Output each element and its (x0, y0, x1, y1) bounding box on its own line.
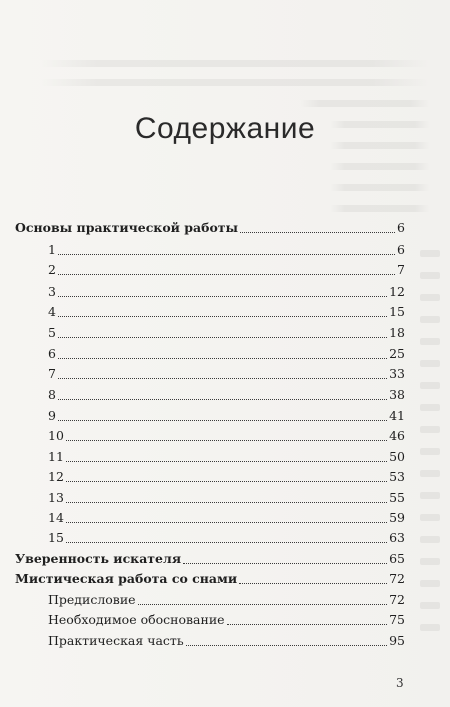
toc-entry-page: 15 (389, 304, 405, 319)
dot-leader (186, 645, 387, 646)
toc-entry-page: 75 (389, 612, 405, 627)
toc-entry-label: 15 (48, 530, 64, 545)
dot-leader (58, 337, 387, 338)
toc-entry[interactable] (48, 346, 405, 362)
toc-entry[interactable] (48, 530, 405, 546)
dot-leader (239, 583, 387, 584)
toc-entry-page: 41 (389, 408, 405, 423)
toc-entry[interactable] (48, 510, 405, 526)
toc-entry[interactable] (48, 469, 405, 485)
toc-entry[interactable] (48, 387, 405, 403)
toc-entry-page: 18 (389, 325, 405, 340)
dot-leader (66, 461, 387, 462)
toc-entry-label: 10 (48, 428, 64, 443)
toc-entry-page: 95 (389, 633, 405, 648)
toc-entry-label: 2 (48, 262, 56, 277)
toc-entry-page: 72 (389, 592, 405, 607)
dot-leader (66, 440, 387, 441)
page-title: Содержание (134, 112, 316, 145)
toc-entry-page: 63 (389, 530, 405, 545)
toc-entry-page: 38 (389, 387, 405, 402)
toc-entry[interactable] (15, 551, 405, 567)
dot-leader (66, 502, 387, 503)
toc-entry-page: 53 (389, 469, 405, 484)
toc-entry-page: 33 (389, 366, 405, 381)
toc-entry-label: Основы практической работы (15, 220, 239, 235)
toc-entry[interactable] (48, 284, 405, 300)
toc-entry[interactable] (48, 408, 405, 424)
dot-leader (240, 232, 395, 233)
toc-entry[interactable] (15, 220, 405, 236)
dot-leader (66, 542, 387, 543)
toc-entry[interactable] (48, 612, 405, 628)
toc-entry-label: 9 (48, 408, 56, 423)
toc-entry-page: 65 (389, 551, 405, 566)
toc-entry-label: 14 (48, 510, 64, 525)
toc-entry-page: 50 (389, 449, 405, 464)
toc-entry-label: 5 (48, 325, 56, 340)
toc-entry[interactable] (48, 366, 405, 382)
toc-entry-label: 11 (48, 449, 64, 464)
toc-entry[interactable] (48, 262, 405, 278)
toc-entry-label: 7 (48, 366, 56, 381)
toc-entry-label: 1 (48, 242, 56, 257)
dot-leader (138, 604, 388, 605)
dot-leader (58, 399, 387, 400)
toc-entry-label: Уверенность искателя (15, 551, 182, 566)
toc-entry-label: 12 (48, 469, 64, 484)
toc-entry-page: 25 (389, 346, 405, 361)
toc-entry[interactable] (48, 242, 405, 258)
toc-entry-label: 4 (48, 304, 56, 319)
dot-leader (227, 624, 388, 625)
toc-entry-page: 72 (389, 571, 405, 586)
toc-entry[interactable] (48, 490, 405, 506)
toc-entry-label: 8 (48, 387, 56, 402)
toc-entry[interactable] (48, 633, 405, 649)
dot-leader (58, 274, 395, 275)
dot-leader (58, 420, 387, 421)
toc-entry-label: Необходимое обоснование (48, 612, 225, 627)
toc-entry[interactable] (48, 325, 405, 341)
dot-leader (58, 316, 387, 317)
dot-leader (66, 522, 387, 523)
toc-entry-page: 59 (389, 510, 405, 525)
toc-entry-page: 6 (397, 220, 405, 235)
toc-entry[interactable] (48, 304, 405, 320)
dot-leader (183, 563, 387, 564)
toc-entry-page: 12 (389, 284, 405, 299)
toc-entry-label: 6 (48, 346, 56, 361)
toc-entry[interactable] (48, 428, 405, 444)
toc-entry-page: 55 (389, 490, 405, 505)
toc-entry[interactable] (15, 571, 405, 587)
page-number: 3 (396, 676, 404, 690)
dot-leader (66, 481, 387, 482)
toc-entry[interactable] (48, 449, 405, 465)
toc-entry-page: 7 (397, 262, 405, 277)
toc-entry[interactable] (48, 592, 405, 608)
toc-entry-label: Мистическая работа со снами (15, 571, 238, 586)
toc-entry-label: 3 (48, 284, 56, 299)
dot-leader (58, 358, 387, 359)
dot-leader (58, 296, 387, 297)
toc-entry-label: Предисловие (48, 592, 136, 607)
dot-leader (58, 254, 395, 255)
toc-entry-label: 13 (48, 490, 64, 505)
dot-leader (58, 378, 387, 379)
toc-entry-label: Практическая часть (48, 633, 184, 648)
toc-entry-page: 46 (389, 428, 405, 443)
toc-entry-page: 6 (397, 242, 405, 257)
